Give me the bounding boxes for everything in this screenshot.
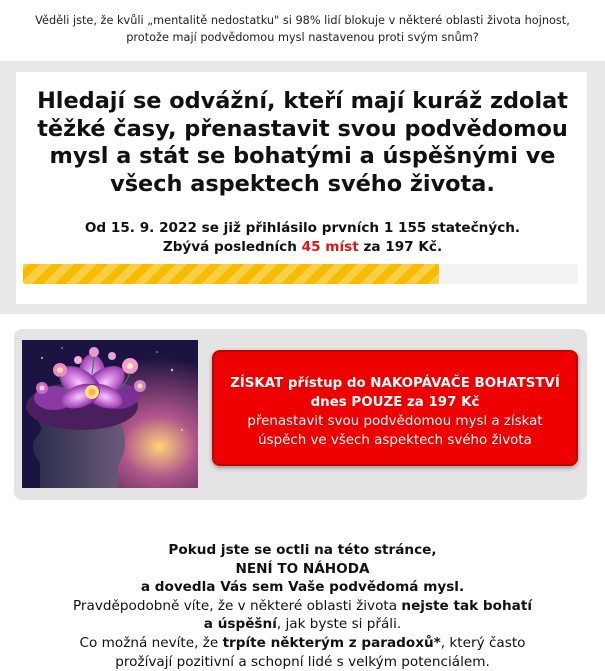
get-access-cta-button[interactable] (212, 350, 578, 466)
top-note (0, 12, 605, 46)
intro-line-7: prožívají pozitivní a schopní lidé s velkým potenciálem. (115, 653, 490, 670)
intro-line-5-bold: a úspěšní (203, 616, 277, 633)
intro-line-5-text: , jak byste si přáli. (276, 616, 402, 633)
intro-copy (20, 541, 585, 671)
headline-line-4: všech aspektech svého života. (110, 170, 495, 197)
cta-line-2: dnes POUZE za 197 Kč (310, 395, 480, 410)
flower-head-icon (22, 340, 198, 488)
headline-line-3: mysl a stát se bohatými a úspěšnými ve (49, 143, 556, 169)
remaining-prefix: Zbývá posledních (162, 239, 302, 255)
intro-line-6-bold: trpíte některým z paradoxů* (222, 634, 441, 651)
headline-line-2: těžké časy, přenastavit svou podvědomou (37, 115, 568, 142)
cta-line-1: ZÍSKAT přístup do NAKOPÁVAČE BOHATSTVÍ (230, 376, 560, 391)
intro-line-4-text: Pravděpodobně víte, že v některé oblasti života (72, 597, 402, 614)
headline-line-1: Hledají se odvážní, kteří mají kuráž zdolat (37, 88, 568, 114)
hero-headline (20, 88, 585, 198)
signup-count-text: Od 15. 9. 2022 se již přihlásilo prvních 1 155 statečných. (84, 220, 521, 236)
intro-line-5 (20, 615, 585, 634)
intro-line-3: a dovedla Vás sem Vaše podvědomá mysl. (140, 579, 465, 596)
cta-line-3: přenastavit svou podvědomou mysl a získat (247, 414, 543, 429)
signup-progress-fill (23, 264, 439, 284)
remaining-seats-text (20, 238, 585, 257)
intro-line-1: Pokud jste se octli na této stránce, (168, 542, 437, 558)
intro-line-6-suffix: , který často (440, 634, 526, 651)
intro-line-6 (20, 634, 585, 653)
signup-status (20, 219, 585, 257)
not-coincidence-text: NENÍ TO NÁHODA (235, 560, 370, 577)
remaining-seats-count: 45 míst (301, 239, 359, 255)
cta-line-4: úspěch ve všech aspektech svého života (258, 433, 532, 448)
remaining-suffix: za 197 Kč. (358, 239, 443, 255)
top-note-line-2: protože mají podvědomou mysl nastavenou proti svým snům? (126, 31, 479, 44)
intro-line-6-text: Co možná nevíte, že (79, 634, 223, 651)
intro-line-4-bold: nejste tak bohatí (401, 597, 533, 614)
signup-progress-bar (23, 264, 578, 284)
intro-line-4 (20, 597, 585, 616)
flower-head-illustration (22, 340, 198, 488)
top-note-line-1: Věděli jste, že kvůli „mentalitě nedostatku" si 98% lidí blokuje v některé oblasti života hojnost, (35, 14, 570, 27)
